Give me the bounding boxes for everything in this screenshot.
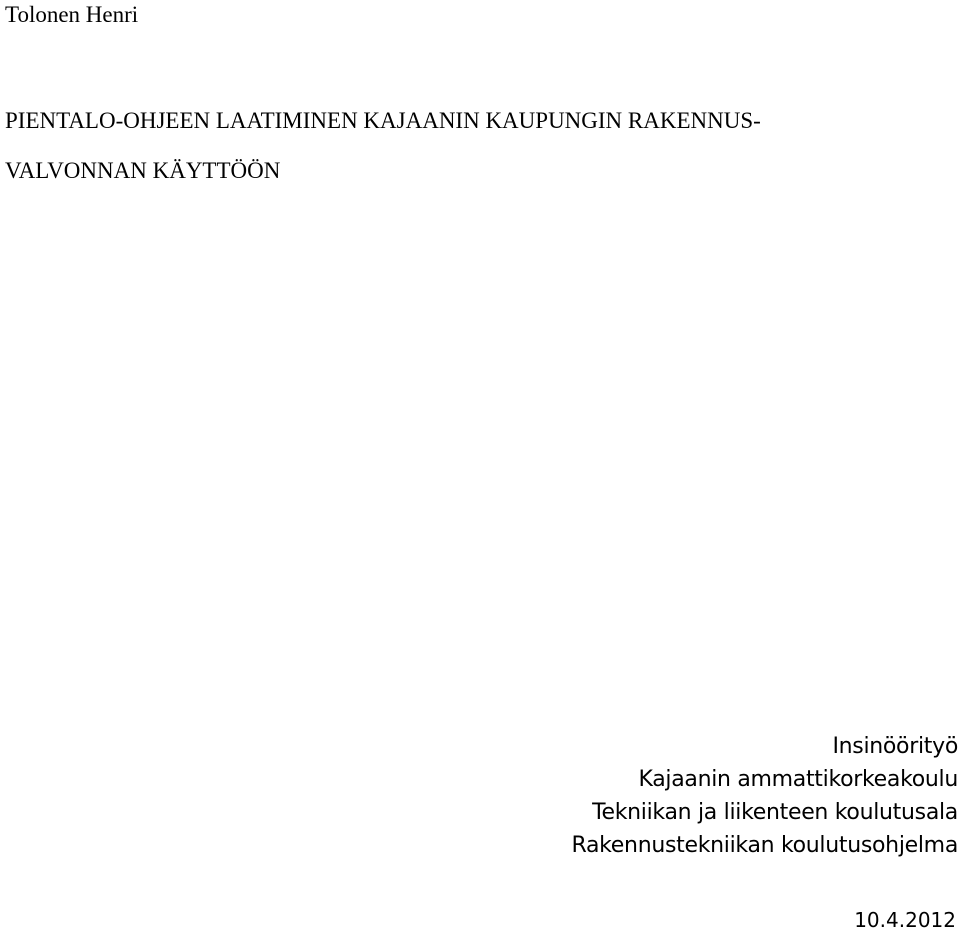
faculty-name: Tekniikan ja liikenteen koulutusala (592, 800, 958, 825)
title-line-1: PIENTALO-OHJEEN LAATIMINEN KAJAANIN KAUPUNGIN RAKENNUS- (5, 108, 761, 133)
title-line-2: VALVONNAN KÄYTTÖÖN (5, 158, 281, 183)
thesis-meta-block (438, 730, 958, 862)
author-name: Tolonen Henri (5, 2, 139, 27)
thesis-type: Insinöörityö (832, 734, 958, 759)
submission-date: 10.4.2012 (854, 908, 956, 932)
institution-name: Kajaanin ammattikorkeakoulu (638, 767, 958, 792)
programme-name: Rakennustekniikan koulutusohjelma (571, 833, 958, 858)
thesis-title (5, 96, 955, 196)
